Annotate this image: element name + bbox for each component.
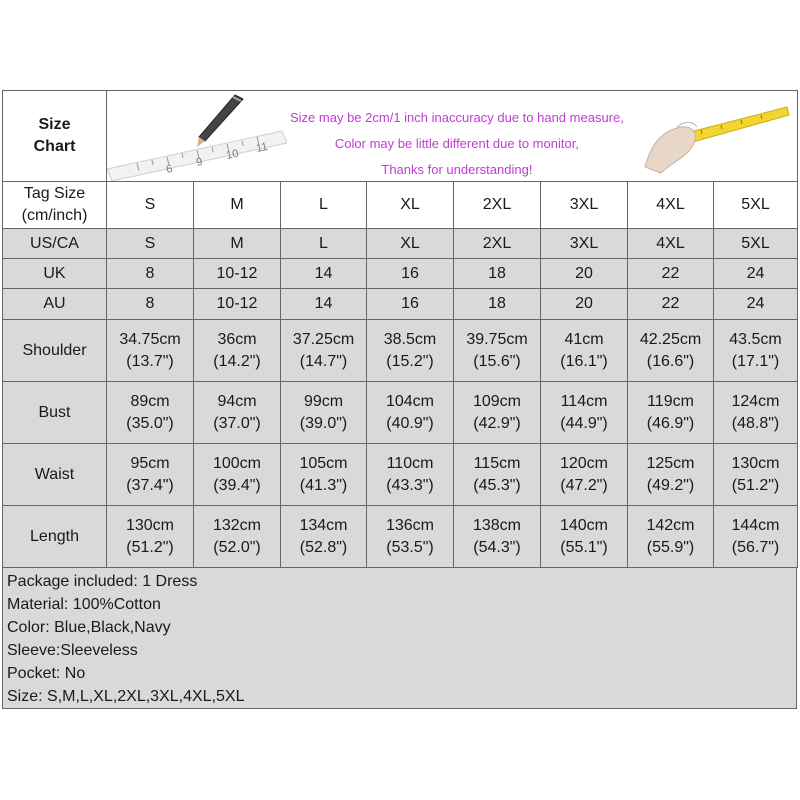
measure-cm: 43.5cm [729, 330, 782, 348]
tag-size-label [3, 182, 107, 229]
measure-cm: 115cm [473, 454, 521, 472]
title-line-chart: Chart [33, 138, 76, 155]
tag-size-cell: L [281, 182, 367, 229]
measure-inch: (46.9") [646, 414, 695, 432]
measure-cm: 41cm [564, 330, 604, 348]
bust-label: Bust [3, 382, 107, 444]
us-ca-cell: 2XL [454, 229, 541, 259]
us-ca-cell: M [194, 229, 281, 259]
measure-cm: 125cm [646, 454, 695, 472]
measure-inch: (49.2") [646, 476, 695, 494]
waist-label: Waist [3, 444, 107, 506]
au-label: AU [3, 289, 107, 320]
tag-size-cell: 3XL [541, 182, 628, 229]
length-cell [367, 506, 454, 568]
measure-cm: 99cm [303, 392, 344, 410]
size-chart-title [3, 91, 107, 182]
measure-cm: 110cm [386, 454, 434, 472]
us-ca-cell: 5XL [714, 229, 798, 259]
measure-cm: 130cm [125, 516, 175, 534]
measure-cm: 140cm [559, 516, 609, 534]
shoulder-cell [281, 320, 367, 382]
length-cell [454, 506, 541, 568]
measure-cm: 120cm [559, 454, 609, 472]
measure-inch: (13.7") [126, 352, 174, 370]
length-cell [714, 506, 798, 568]
bust-cell [541, 382, 628, 444]
bust-cell [628, 382, 714, 444]
measure-inch: (37.0") [213, 414, 261, 432]
waist-cell [628, 444, 714, 506]
measure-cm: 109cm [472, 392, 522, 410]
notice-line-accuracy: Size may be 2cm/1 inch inaccuracy due to hand measure, [290, 110, 624, 125]
measure-inch: (44.9") [560, 414, 608, 432]
ruler-tick-label: 6 [165, 162, 174, 176]
us-ca-cell: L [281, 229, 367, 259]
length-cell [194, 506, 281, 568]
bust-cell [367, 382, 454, 444]
measure-inch: (53.5") [386, 538, 434, 556]
shoulder-cell [714, 320, 798, 382]
measure-cm: 36cm [217, 330, 257, 348]
measure-cm: 37.25cm [292, 330, 355, 348]
waist-cell [367, 444, 454, 506]
measure-cm: 95cm [130, 454, 170, 472]
waist-cell [194, 444, 281, 506]
measure-cm: 42.25cm [639, 330, 702, 348]
au-cell: 8 [107, 289, 194, 320]
uk-cell: 22 [628, 259, 714, 289]
measure-cm: 134cm [299, 516, 348, 534]
size-chart-table [2, 90, 798, 568]
measure-cm: 132cm [212, 516, 262, 534]
measurement-notice-banner [107, 91, 798, 182]
measure-cm: 144cm [731, 516, 780, 534]
measure-inch: (47.2") [560, 476, 608, 494]
pencil-ruler-icon [107, 91, 287, 181]
measure-cm: 114cm [560, 392, 608, 410]
length-label: Length [3, 506, 107, 568]
au-cell: 20 [541, 289, 628, 320]
measure-inch: (41.3") [299, 476, 348, 494]
hand-tape-measure-icon [641, 97, 791, 175]
au-cell: 10-12 [194, 289, 281, 320]
us-ca-cell: 4XL [628, 229, 714, 259]
waist-cell [541, 444, 628, 506]
sleeve-info: Sleeve:Sleeveless [7, 642, 138, 659]
measure-inch: (51.2") [731, 476, 780, 494]
bust-cell [454, 382, 541, 444]
ruler-tick-label: 11 [255, 140, 269, 155]
measure-inch: (15.2") [386, 352, 434, 370]
uk-cell: 8 [107, 259, 194, 289]
measure-inch: (16.6") [646, 352, 695, 370]
measure-cm: 94cm [217, 392, 257, 410]
us-ca-cell: 3XL [541, 229, 628, 259]
shoulder-cell [107, 320, 194, 382]
color-info: Color: Blue,Black,Navy [7, 619, 171, 636]
shoulder-cell [454, 320, 541, 382]
us-ca-label: US/CA [3, 229, 107, 259]
measure-inch: (43.3") [386, 476, 434, 494]
measure-cm: 142cm [646, 516, 695, 534]
measure-cm: 100cm [212, 454, 262, 472]
measure-inch: (42.9") [473, 414, 521, 432]
measure-inch: (14.2") [213, 352, 261, 370]
measure-cm: 104cm [385, 392, 435, 410]
waist-cell [454, 444, 541, 506]
uk-cell: 20 [541, 259, 628, 289]
measure-cm: 105cm [299, 454, 348, 472]
notice-text-block [290, 105, 624, 181]
bust-cell [281, 382, 367, 444]
length-cell [281, 506, 367, 568]
bust-cell [194, 382, 281, 444]
tag-size-label-line1: Tag Size [23, 185, 86, 202]
bust-cell [714, 382, 798, 444]
tag-size-cell: S [107, 182, 194, 229]
measure-inch: (54.3") [473, 538, 521, 556]
uk-cell: 18 [454, 259, 541, 289]
measure-inch: (45.3") [473, 476, 521, 494]
uk-cell: 14 [281, 259, 367, 289]
measure-inch: (16.1") [560, 352, 608, 370]
uk-label: UK [3, 259, 107, 289]
au-cell: 24 [714, 289, 798, 320]
measure-inch: (48.8") [731, 414, 780, 432]
notice-line-color: Color may be little different due to monitor, [334, 136, 579, 151]
measure-inch: (39.4") [213, 476, 261, 494]
product-info-panel [2, 567, 797, 709]
measure-cm: 38.5cm [383, 330, 437, 348]
measure-inch: (55.1") [560, 538, 608, 556]
tag-size-cell: M [194, 182, 281, 229]
shoulder-cell [367, 320, 454, 382]
notice-line-thanks: Thanks for understanding! [381, 162, 533, 177]
size-info: Size: S,M,L,XL,2XL,3XL,4XL,5XL [7, 688, 245, 705]
length-cell [107, 506, 194, 568]
shoulder-cell [194, 320, 281, 382]
waist-cell [107, 444, 194, 506]
bust-cell [107, 382, 194, 444]
us-ca-cell: XL [367, 229, 454, 259]
waist-cell [281, 444, 367, 506]
measure-cm: 34.75cm [119, 330, 181, 348]
length-cell [628, 506, 714, 568]
measure-inch: (52.0") [213, 538, 261, 556]
measure-inch: (51.2") [126, 538, 174, 556]
tag-size-cell: XL [367, 182, 454, 229]
length-cell [541, 506, 628, 568]
measure-cm: 39.75cm [466, 330, 528, 348]
pocket-info: Pocket: No [7, 665, 86, 682]
measure-inch: (15.6") [473, 352, 521, 370]
title-line-size: Size [38, 116, 71, 133]
au-cell: 18 [454, 289, 541, 320]
tag-size-label-line2: (cm/inch) [21, 207, 88, 224]
measure-cm: 119cm [647, 392, 694, 410]
tag-size-cell: 2XL [454, 182, 541, 229]
shoulder-cell [628, 320, 714, 382]
tag-size-cell: 4XL [628, 182, 714, 229]
au-cell: 16 [367, 289, 454, 320]
us-ca-cell: S [107, 229, 194, 259]
measure-inch: (40.9") [386, 414, 434, 432]
ruler-tick-label: 10 [225, 147, 240, 162]
measure-cm: 138cm [472, 516, 522, 534]
measure-inch: (55.9") [646, 538, 695, 556]
waist-cell [714, 444, 798, 506]
au-cell: 22 [628, 289, 714, 320]
measure-cm: 89cm [130, 392, 170, 410]
material-info: Material: 100%Cotton [7, 596, 161, 613]
shoulder-label: Shoulder [3, 320, 107, 382]
measure-inch: (37.4") [126, 476, 174, 494]
uk-cell: 24 [714, 259, 798, 289]
measure-inch: (39.0") [299, 414, 348, 432]
measure-cm: 136cm [385, 516, 435, 534]
measure-inch: (17.1") [731, 352, 780, 370]
measure-cm: 124cm [731, 392, 780, 410]
uk-cell: 10-12 [194, 259, 281, 289]
uk-cell: 16 [367, 259, 454, 289]
ruler-tick-label: 9 [195, 155, 204, 169]
shoulder-cell [541, 320, 628, 382]
package-info: Package included: 1 Dress [7, 573, 198, 590]
measure-inch: (56.7") [731, 538, 780, 556]
tag-size-cell: 5XL [714, 182, 798, 229]
measure-inch: (14.7") [299, 352, 348, 370]
measure-inch: (35.0") [126, 414, 174, 432]
au-cell: 14 [281, 289, 367, 320]
measure-cm: 130cm [731, 454, 780, 472]
measure-inch: (52.8") [299, 538, 348, 556]
